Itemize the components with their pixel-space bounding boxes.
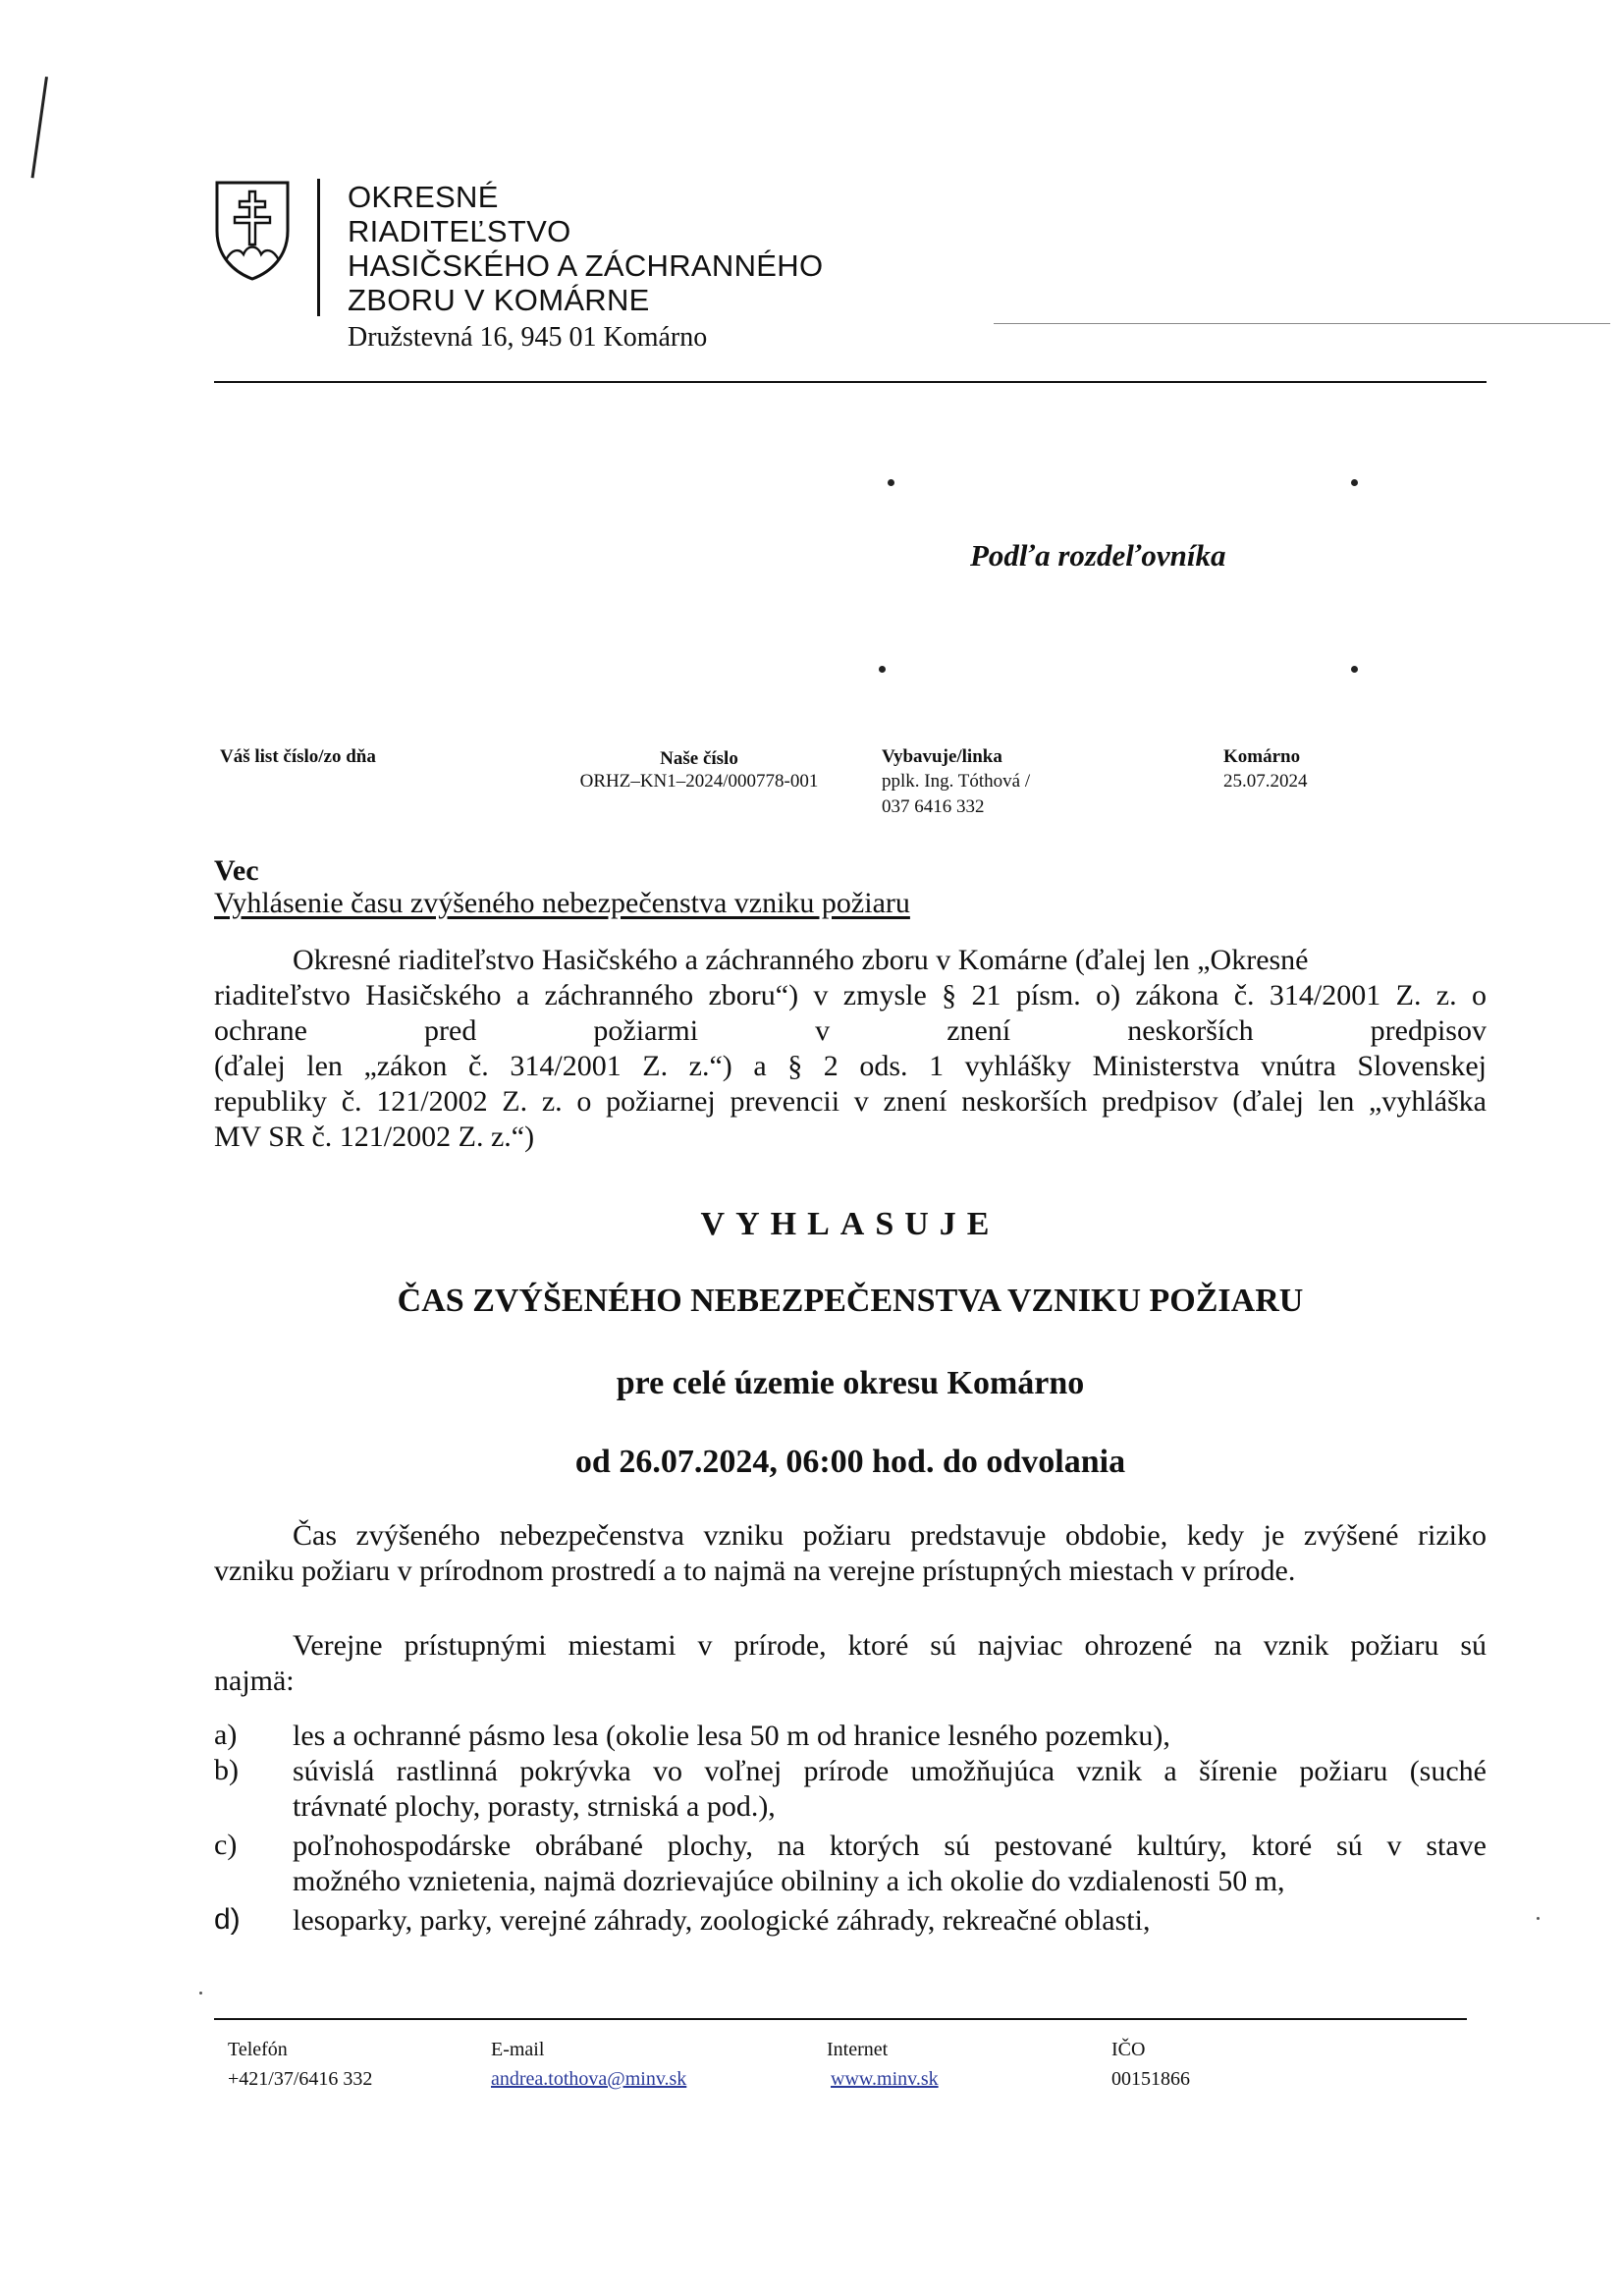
declaration-verb: VYHLASUJE [700,1206,1001,1242]
header-divider [317,179,320,316]
scan-dot [888,479,894,486]
email-label: E-mail [491,2039,545,2060]
scan-dot [1351,479,1358,486]
your-letter-label: Váš list číslo/zo dňa [220,746,376,767]
intro-line: Okresné riaditeľstvo Hasičského a záchranného zboru v Komárne (ďalej len „Okresné [293,944,1309,976]
intro-line: (ďalej len „zákon č. 314/2001 Z. z.“) a § 2 ods. 1 vyhlášky Ministerstva vnútra Slovenskej [214,1050,1487,1082]
phone-number: +421/37/6416 332 [228,2068,373,2090]
definition-line: Čas zvýšeného nebezpečenstva vzniku požiaru predstavuje obdobie, kedy je zvýšené riziko [293,1519,1487,1552]
ico-label: IČO [1111,2039,1146,2060]
email-link[interactable]: andrea.tothova@minv.sk [491,2068,687,2090]
footer-rule [214,2018,1467,2020]
scan-speck [1537,1917,1540,1920]
handled-by-label: Vybavuje/linka [882,746,1002,767]
web-label: Internet [827,2039,889,2060]
recipient: Podľa rozdeľovníka [970,538,1226,573]
handled-by-name: pplk. Ing. Tóthová / [882,771,1031,792]
list-marker: d) [214,1903,241,1936]
ico-number: 00151866 [1111,2068,1190,2090]
list-item: lesoparky, parky, verejné záhrady, zoologické záhrady, rekreačné oblasti, [293,1904,1151,1937]
intro-line: republiky č. 121/2002 Z. z. o požiarnej prevencii v znení neskorších predpisov (ďalej len „vyhláška [214,1085,1487,1118]
intro-line: ochrane pred požiarmi v znení neskorších predpisov [214,1014,1487,1047]
web-link[interactable]: www.minv.sk [831,2068,939,2090]
org-name-line-2: RIADITEĽSTVO [348,214,571,248]
our-number: ORHZ–KN1–2024/000778-001 [579,771,819,792]
org-name-line-3: HASIČSKÉHO A ZÁCHRANNÉHO [348,248,824,283]
org-name-line-4: ZBORU V KOMÁRNE [348,283,650,317]
scan-speck [199,1992,202,1995]
coat-of-arms-icon [214,180,291,282]
place-label: Komárno [1223,746,1301,767]
list-item: možného vznietenia, najmä dozrievajúce obilniny a ich okolie do vzdialenosti 50 m, [293,1865,1285,1897]
phone-label: Telefón [228,2039,288,2060]
declaration-period: od 26.07.2024, 06:00 hod. do odvolania [574,1444,1126,1480]
intro-line: riaditeľstvo Hasičského a záchranného zboru“) v zmysle § 21 písm. o) zákona č. 314/2001 Z. z. o [214,979,1487,1011]
places-line: najmä: [214,1665,295,1697]
org-name-line-1: OKRESNÉ [348,180,499,214]
list-marker: a) [214,1719,238,1751]
list-item: trávnaté plochy, porasty, strniská a pod.), [293,1790,776,1823]
subject-text: Vyhlásenie času zvýšeného nebezpečenstva vzniku požiaru [214,887,910,919]
header-rule [214,381,1487,383]
pen-mark [31,77,48,178]
subject-label: Vec [214,854,259,887]
places-line: Verejne prístupnými miestami v prírode, ktoré sú najviac ohrozené na vznik požiaru sú [293,1629,1487,1662]
intro-line: MV SR č. 121/2002 Z. z.“) [214,1121,535,1153]
our-number-label: Naše číslo [660,748,738,769]
list-marker: b) [214,1754,239,1786]
scan-dot [879,666,886,673]
scan-dot [1351,666,1358,673]
list-item: les a ochranné pásmo lesa (okolie lesa 50 m od hranice lesného pozemku), [293,1720,1170,1752]
declaration-scope: pre celé územie okresu Komárno [616,1365,1085,1401]
list-item: poľnohospodárske obrábané plochy, na ktorých sú pestované kultúry, ktoré sú v stave [293,1830,1487,1862]
org-address: Družstevná 16, 945 01 Komárno [348,322,708,353]
list-marker: c) [214,1829,238,1861]
scan-line [994,323,1610,324]
letter-date: 25.07.2024 [1223,771,1308,792]
list-item: súvislá rastlinná pokrývka vo voľnej prírode umožňujúca vznik a šírenie požiaru (suché [293,1755,1487,1787]
definition-line: vzniku požiaru v prírodnom prostredí a to najmä na verejne prístupných miestach v prírode. [214,1555,1296,1587]
declaration-title: ČAS ZVÝŠENÉHO NEBEZPEČENSTVA VZNIKU POŽIARU [397,1283,1304,1319]
handled-by-phone: 037 6416 332 [882,796,985,817]
